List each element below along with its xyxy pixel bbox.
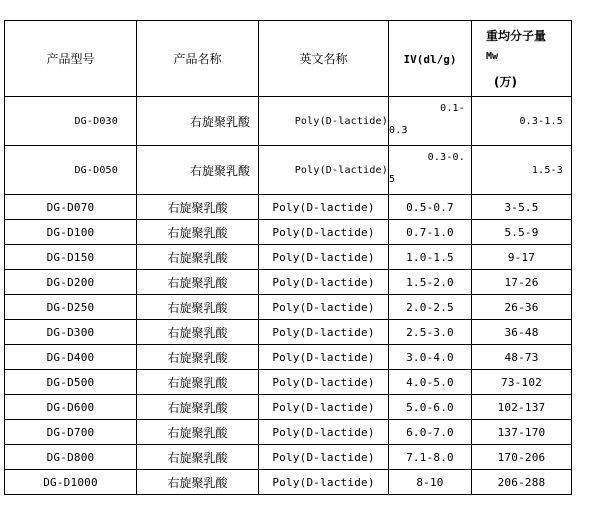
cell-model: DG-D030 bbox=[5, 97, 137, 146]
cell-name: 右旋聚乳酸 bbox=[137, 445, 259, 470]
table-row bbox=[5, 320, 572, 345]
table-row bbox=[5, 395, 572, 420]
cell-model: DG-D500 bbox=[5, 370, 137, 395]
cell-english: Poly(D-lactide) bbox=[259, 320, 389, 345]
cell-name: 右旋聚乳酸 bbox=[137, 370, 259, 395]
cell-model: DG-D070 bbox=[5, 195, 137, 220]
cell-english: Poly(D-lactide) bbox=[259, 345, 389, 370]
cell-iv: 4.0-5.0 bbox=[389, 370, 472, 395]
cell-iv: 1.0-1.5 bbox=[389, 245, 472, 270]
table-row bbox=[5, 245, 572, 270]
cell-name: 右旋聚乳酸 bbox=[137, 295, 259, 320]
cell-mw: 3-5.5 bbox=[472, 195, 572, 220]
cell-model: DG-D050 bbox=[5, 146, 137, 195]
table-row bbox=[5, 420, 572, 445]
cell-mw: 5.5-9 bbox=[472, 220, 572, 245]
table-row bbox=[5, 470, 572, 495]
cell-name: 右旋聚乳酸 bbox=[137, 146, 259, 195]
cell-model: DG-D300 bbox=[5, 320, 137, 345]
cell-english: Poly(D-lactide) bbox=[259, 245, 389, 270]
header-mw bbox=[472, 21, 572, 97]
cell-name: 右旋聚乳酸 bbox=[137, 97, 259, 146]
cell-name: 右旋聚乳酸 bbox=[137, 470, 259, 495]
cell-mw: 206-288 bbox=[472, 470, 572, 495]
cell-name: 右旋聚乳酸 bbox=[137, 395, 259, 420]
cell-model: DG-D600 bbox=[5, 395, 137, 420]
header-mw-unit: (万) bbox=[494, 75, 517, 89]
cell-model: DG-D1000 bbox=[5, 470, 137, 495]
cell-iv-part2: 0.3 bbox=[389, 125, 408, 136]
cell-english: Poly(D-lactide) bbox=[259, 395, 389, 420]
cell-mw: 1.5-3 bbox=[472, 146, 572, 195]
table-row bbox=[5, 220, 572, 245]
cell-iv: 0.7-1.0 bbox=[389, 220, 472, 245]
table-row bbox=[5, 97, 572, 146]
cell-model: DG-D100 bbox=[5, 220, 137, 245]
table-body bbox=[5, 21, 572, 495]
cell-model: DG-D700 bbox=[5, 420, 137, 445]
cell-name: 右旋聚乳酸 bbox=[137, 245, 259, 270]
cell-name: 右旋聚乳酸 bbox=[137, 345, 259, 370]
product-spec-table bbox=[4, 20, 572, 495]
cell-english: Poly(D-lactide) bbox=[259, 220, 389, 245]
cell-english: Poly(D-lactide) bbox=[259, 370, 389, 395]
table-row bbox=[5, 370, 572, 395]
header-mw-title: 重均分子量 bbox=[486, 29, 547, 43]
cell-iv bbox=[389, 146, 472, 195]
cell-iv bbox=[389, 97, 472, 146]
cell-english: Poly(D-lactide) bbox=[259, 470, 389, 495]
table-row bbox=[5, 195, 572, 220]
cell-mw: 36-48 bbox=[472, 320, 572, 345]
table-row bbox=[5, 270, 572, 295]
cell-iv: 7.1-8.0 bbox=[389, 445, 472, 470]
cell-mw: 102-137 bbox=[472, 395, 572, 420]
cell-english: Poly(D-lactide) bbox=[259, 270, 389, 295]
cell-name: 右旋聚乳酸 bbox=[137, 320, 259, 345]
cell-english: Poly(D-lactide) bbox=[259, 195, 389, 220]
cell-name: 右旋聚乳酸 bbox=[137, 220, 259, 245]
cell-iv-part2: 5 bbox=[389, 174, 396, 185]
cell-iv-part1: 0.3-0. bbox=[427, 152, 465, 163]
cell-model: DG-D800 bbox=[5, 445, 137, 470]
cell-english: Poly(D-lactide) bbox=[259, 295, 389, 320]
cell-iv: 0.5-0.7 bbox=[389, 195, 472, 220]
header-name: 产品名称 bbox=[137, 21, 259, 97]
header-english-name: 英文名称 bbox=[259, 21, 389, 97]
cell-iv: 3.0-4.0 bbox=[389, 345, 472, 370]
header-mw-symbol: Mw bbox=[486, 51, 499, 62]
cell-iv: 2.0-2.5 bbox=[389, 295, 472, 320]
table-row bbox=[5, 345, 572, 370]
header-iv: IV(dl/g) bbox=[389, 21, 472, 97]
cell-mw: 17-26 bbox=[472, 270, 572, 295]
header-row bbox=[5, 21, 572, 97]
cell-mw: 73-102 bbox=[472, 370, 572, 395]
cell-english: Poly(D-lactide) bbox=[259, 420, 389, 445]
cell-iv: 2.5-3.0 bbox=[389, 320, 472, 345]
cell-iv: 1.5-2.0 bbox=[389, 270, 472, 295]
cell-mw: 9-17 bbox=[472, 245, 572, 270]
cell-iv: 8-10 bbox=[389, 470, 472, 495]
cell-model: DG-D150 bbox=[5, 245, 137, 270]
cell-model: DG-D400 bbox=[5, 345, 137, 370]
cell-english: Poly(D-lactide) bbox=[259, 146, 389, 195]
cell-mw: 26-36 bbox=[472, 295, 572, 320]
cell-english: Poly(D-lactide) bbox=[259, 97, 389, 146]
table-row bbox=[5, 146, 572, 195]
table-row bbox=[5, 445, 572, 470]
cell-iv: 6.0-7.0 bbox=[389, 420, 472, 445]
cell-english: Poly(D-lactide) bbox=[259, 445, 389, 470]
cell-iv: 5.0-6.0 bbox=[389, 395, 472, 420]
cell-name: 右旋聚乳酸 bbox=[137, 195, 259, 220]
cell-name: 右旋聚乳酸 bbox=[137, 420, 259, 445]
cell-name: 右旋聚乳酸 bbox=[137, 270, 259, 295]
cell-mw: 48-73 bbox=[472, 345, 572, 370]
cell-mw: 170-206 bbox=[472, 445, 572, 470]
cell-model: DG-D250 bbox=[5, 295, 137, 320]
cell-iv-part1: 0.1- bbox=[440, 103, 465, 114]
header-model: 产品型号 bbox=[5, 21, 137, 97]
cell-model: DG-D200 bbox=[5, 270, 137, 295]
table-row bbox=[5, 295, 572, 320]
cell-mw: 137-170 bbox=[472, 420, 572, 445]
cell-mw: 0.3-1.5 bbox=[472, 97, 572, 146]
